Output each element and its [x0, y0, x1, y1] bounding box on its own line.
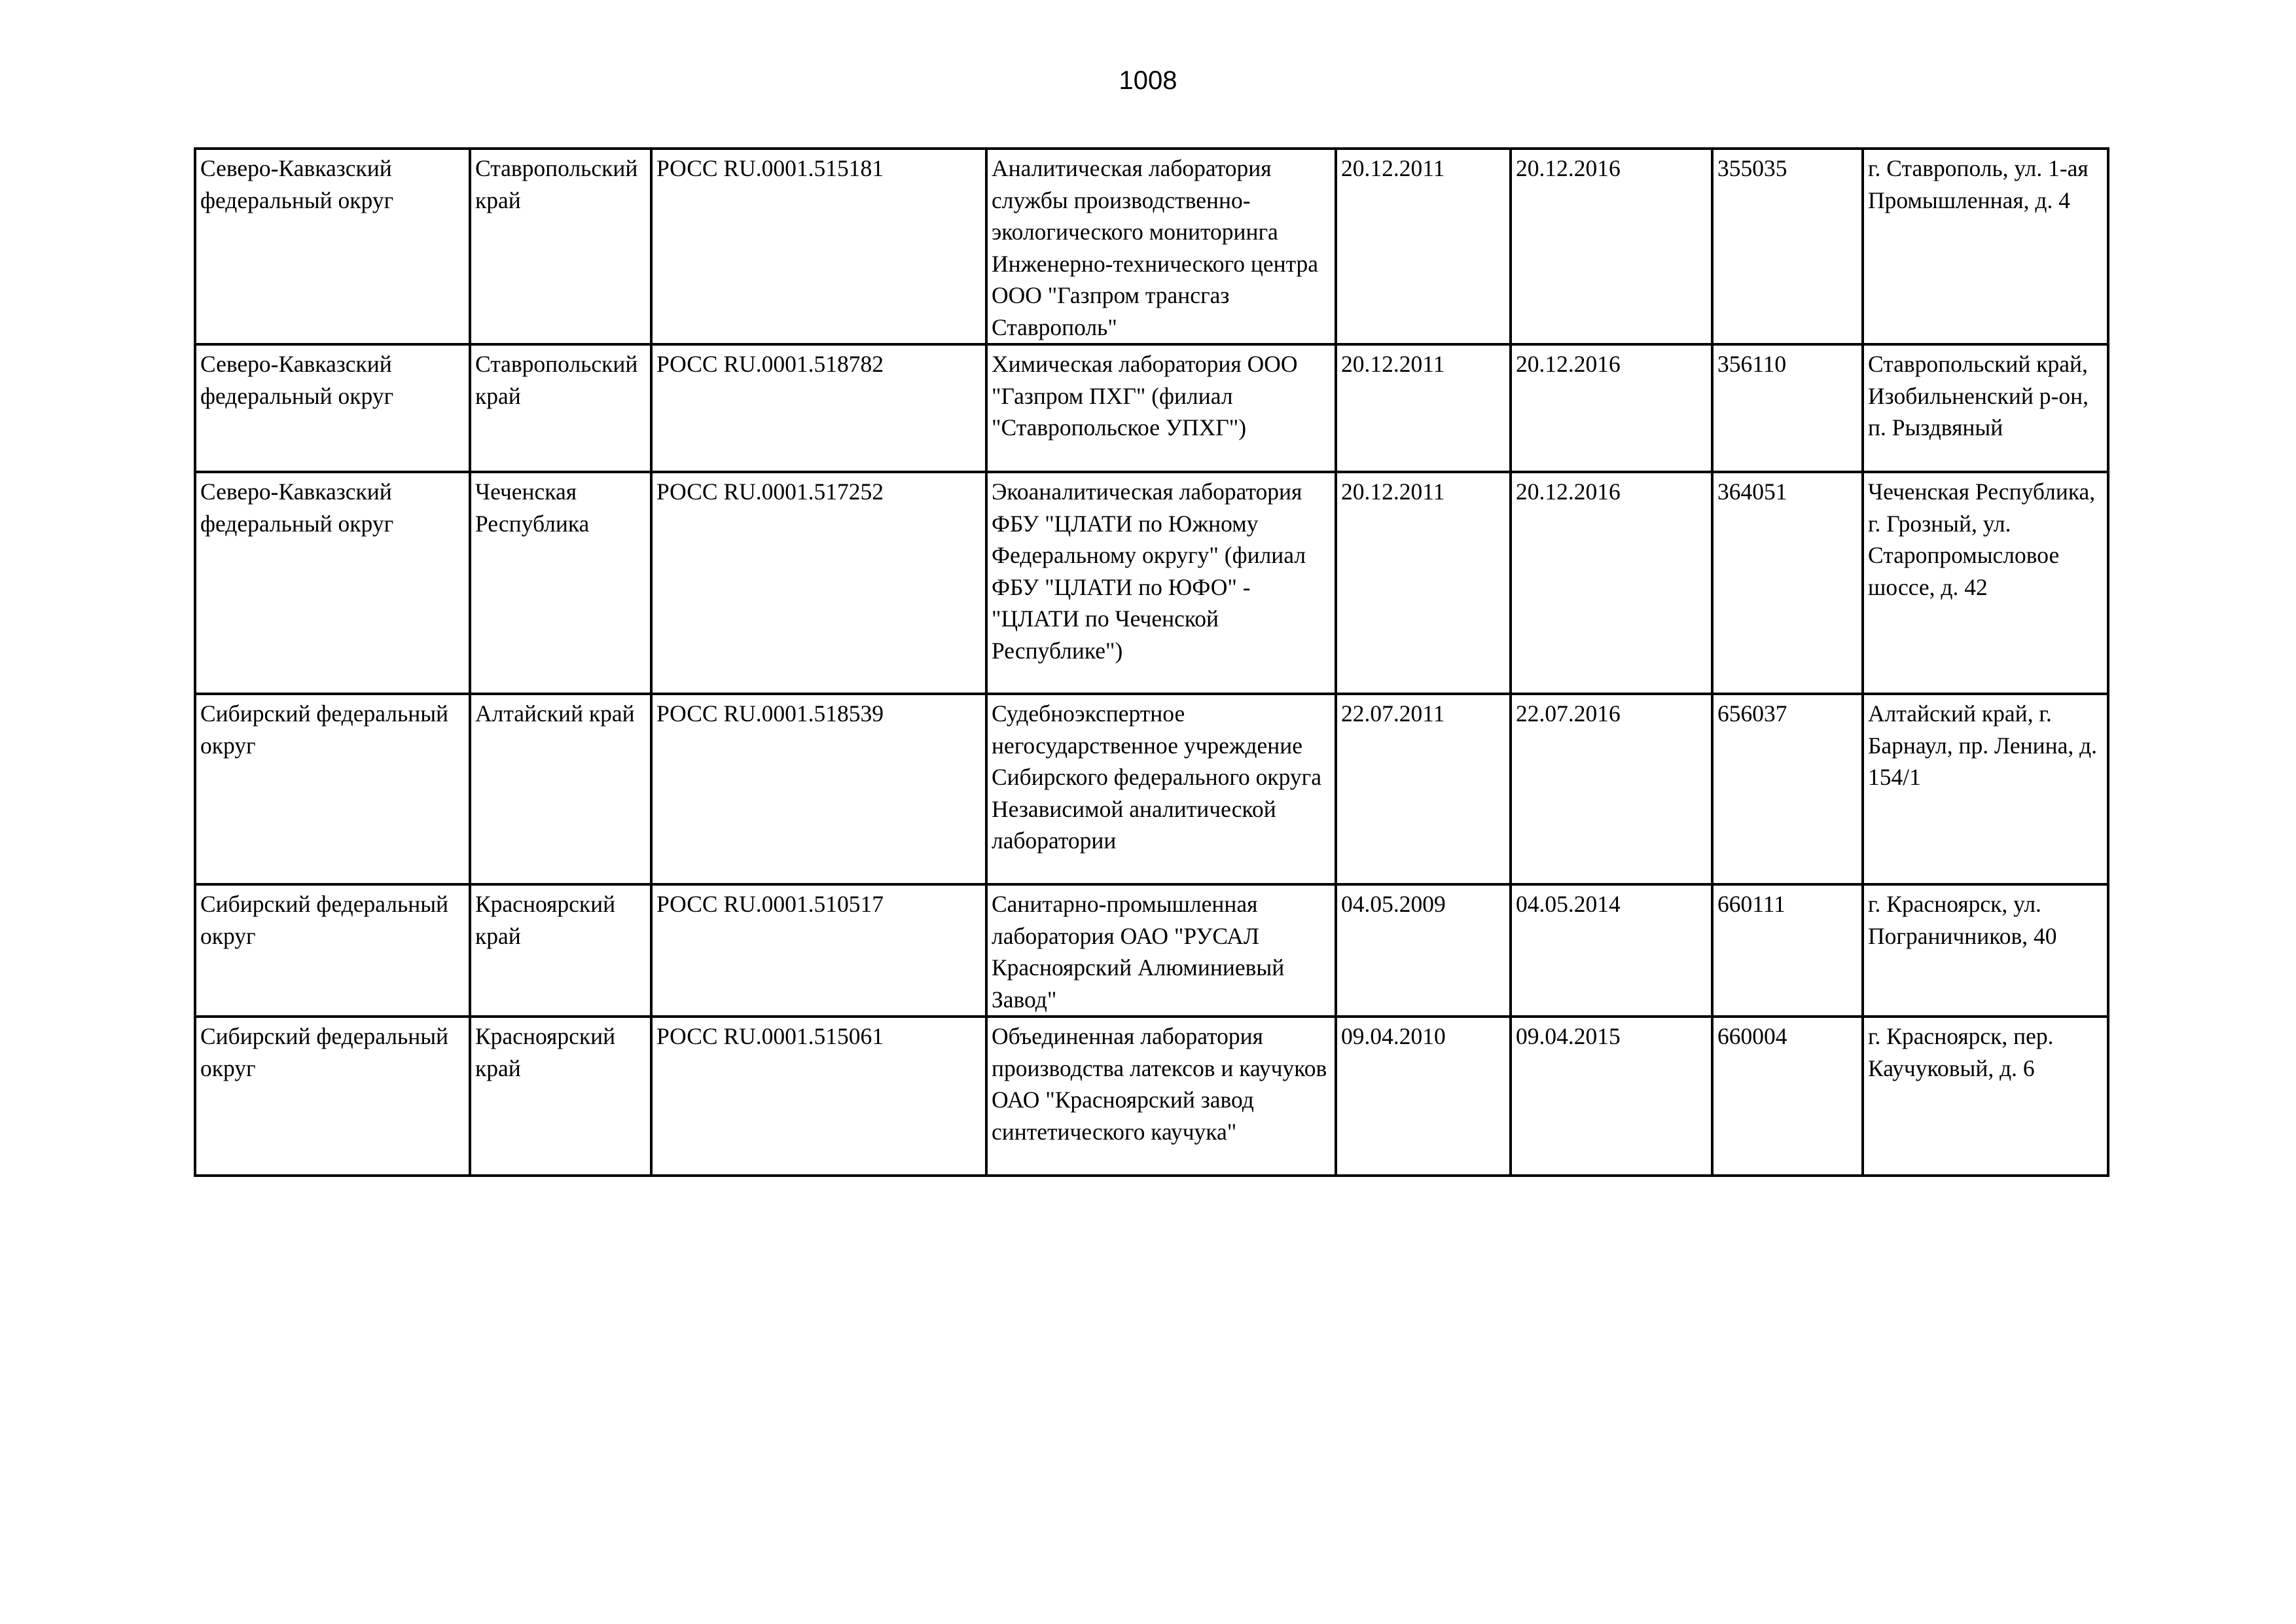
date-from-cell: 20.12.2011	[1336, 472, 1511, 694]
registration-number-cell: РОСС RU.0001.515181	[651, 149, 986, 344]
laboratory-name-cell: Химическая лаборатория ООО "Газпром ПХГ" (филиал "Ставропольское УПХГ")	[986, 344, 1336, 472]
date-to-cell: 04.05.2014	[1511, 884, 1712, 1017]
address-cell: г. Ставрополь, ул. 1-ая Промышленная, д. 4	[1863, 149, 2108, 344]
laboratory-name-cell: Объединенная лаборатория производства латексов и каучуков ОАО "Красноярский завод синтетического каучука"	[986, 1017, 1336, 1176]
date-from-cell: 20.12.2011	[1336, 149, 1511, 344]
table-row	[195, 344, 2108, 472]
laboratory-name-cell: Судебноэкспертное негосударственное учреждение Сибирского федерального округа Независимой аналитической лаборатории	[986, 694, 1336, 884]
date-from-cell: 22.07.2011	[1336, 694, 1511, 884]
registration-number-cell: РОСС RU.0001.518539	[651, 694, 986, 884]
registration-number-cell: РОСС RU.0001.510517	[651, 884, 986, 1017]
region-cell: Красноярский край	[470, 1017, 651, 1176]
laboratory-registry-table	[194, 147, 2109, 1177]
table-row	[195, 149, 2108, 344]
laboratory-name-cell: Экоаналитическая лаборатория ФБУ "ЦЛАТИ по Южному Федеральному округу" (филиал ФБУ "ЦЛАТИ по ЮФО" - "ЦЛАТИ по Чеченской Республике")	[986, 472, 1336, 694]
postal-code-cell: 364051	[1712, 472, 1863, 694]
table-row	[195, 884, 2108, 1017]
postal-code-cell: 355035	[1712, 149, 1863, 344]
address-cell: Чеченская Республика, г. Грозный, ул. Старопромысловое шоссе, д. 42	[1863, 472, 2108, 694]
address-cell: г. Красноярск, ул. Пограничников, 40	[1863, 884, 2108, 1017]
registration-number-cell: РОСС RU.0001.515061	[651, 1017, 986, 1176]
table-row	[195, 694, 2108, 884]
table-row	[195, 472, 2108, 694]
region-cell: Алтайский край	[470, 694, 651, 884]
table-row	[195, 1017, 2108, 1176]
district-cell: Сибирский федеральный округ	[195, 1017, 470, 1176]
date-to-cell: 09.04.2015	[1511, 1017, 1712, 1176]
district-cell: Северо-Кавказский федеральный округ	[195, 149, 470, 344]
date-from-cell: 09.04.2010	[1336, 1017, 1511, 1176]
postal-code-cell: 356110	[1712, 344, 1863, 472]
district-cell: Сибирский федеральный округ	[195, 694, 470, 884]
postal-code-cell: 660111	[1712, 884, 1863, 1017]
date-from-cell: 20.12.2011	[1336, 344, 1511, 472]
date-to-cell: 20.12.2016	[1511, 344, 1712, 472]
address-cell: г. Красноярск, пер. Каучуковый, д. 6	[1863, 1017, 2108, 1176]
region-cell: Чеченская Республика	[470, 472, 651, 694]
registration-number-cell: РОСС RU.0001.517252	[651, 472, 986, 694]
postal-code-cell: 656037	[1712, 694, 1863, 884]
region-cell: Ставропольский край	[470, 149, 651, 344]
region-cell: Ставропольский край	[470, 344, 651, 472]
district-cell: Северо-Кавказский федеральный округ	[195, 344, 470, 472]
registration-number-cell: РОСС RU.0001.518782	[651, 344, 986, 472]
address-cell: Ставропольский край, Изобильненский р-он, п. Рыздвяный	[1863, 344, 2108, 472]
date-to-cell: 20.12.2016	[1511, 149, 1712, 344]
postal-code-cell: 660004	[1712, 1017, 1863, 1176]
date-to-cell: 20.12.2016	[1511, 472, 1712, 694]
laboratory-name-cell: Санитарно-промышленная лаборатория ОАО "РУСАЛ Красноярский Алюминиевый Завод"	[986, 884, 1336, 1017]
district-cell: Сибирский федеральный округ	[195, 884, 470, 1017]
laboratory-name-cell: Аналитическая лаборатория службы производственно-экологического мониторинга Инженерно-технического центра ООО "Газпром трансгаз Ставрополь"	[986, 149, 1336, 344]
region-cell: Красноярский край	[470, 884, 651, 1017]
district-cell: Северо-Кавказский федеральный округ	[195, 472, 470, 694]
address-cell: Алтайский край, г. Барнаул, пр. Ленина, д. 154/1	[1863, 694, 2108, 884]
page-number: 1008	[1119, 66, 1177, 95]
date-from-cell: 04.05.2009	[1336, 884, 1511, 1017]
date-to-cell: 22.07.2016	[1511, 694, 1712, 884]
